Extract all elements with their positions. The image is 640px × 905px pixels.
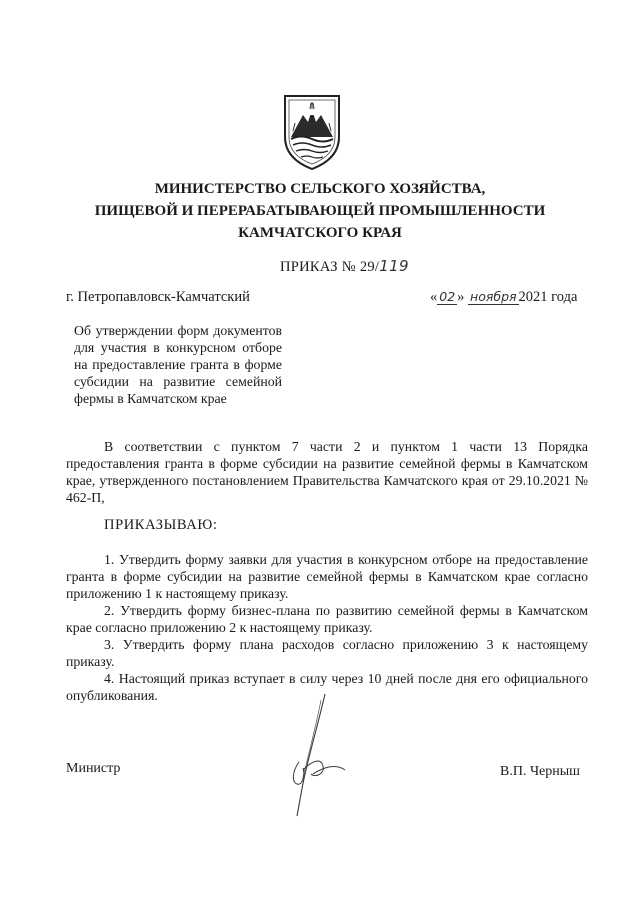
- order-title: [280, 257, 409, 276]
- order-title-label: ПРИКАЗ № 29/: [280, 259, 380, 275]
- signer-name: В.П. Черныш: [500, 764, 580, 779]
- signer-position: Министр: [66, 761, 121, 776]
- order-date: [430, 289, 577, 306]
- order-item-2: 2. Утвердить форму бизнес-плана по развитию семейной фермы в Камчатском крае согласно приложению 2 к настоящему приказу.: [66, 603, 588, 635]
- handwritten-signature-icon: [285, 690, 355, 820]
- ministry-name-line-1: МИНИСТЕРСТВО СЕЛЬСКОГО ХОЗЯЙСТВА,: [154, 181, 486, 197]
- order-keyword: ПРИКАЗЫВАЮ:: [104, 517, 218, 533]
- place-of-issue: г. Петропавловск-Камчатский: [66, 289, 250, 305]
- date-month-handwritten: ноября: [470, 289, 517, 304]
- order-item-3: 3. Утвердить форму плана расходов согласно приложению 3 к настоящему приказу.: [66, 637, 588, 669]
- date-day-handwritten: 02: [439, 289, 456, 304]
- order-item-4: 4. Настоящий приказ вступает в силу через 10 дней после дня его официального опубликования.: [66, 671, 588, 703]
- ministry-name-line-2: ПИЩЕВОЙ И ПЕРЕРАБАТЫВАЮЩЕЙ ПРОМЫШЛЕННОСТИ: [94, 203, 546, 219]
- order-item-1: 1. Утвердить форму заявки для участия в конкурсном отборе на предоставление гранта в форме субсидии на развитие семейной фермы в Камчатском крае согласно приложению 1 к настоящему приказу.: [66, 552, 588, 601]
- date-year: 2021 года: [518, 289, 578, 305]
- ministry-name-line-3: КАМЧАТСКОГО КРАЯ: [238, 225, 402, 241]
- date-open-quote: «: [430, 289, 438, 305]
- legal-basis-paragraph: В соответствии с пунктом 7 части 2 и пунктом 1 части 13 Порядка предоставления гранта в форме субсидии на развитие семейной фермы в Камчатском крае, утвержденного постановлением Правительства Камчатского края от 29.10.2021 № 462-П,: [66, 439, 588, 505]
- date-close-quote: »: [457, 289, 465, 305]
- order-number-handwritten: 119: [379, 257, 409, 275]
- kamchatka-coat-of-arms-icon: [281, 93, 343, 171]
- order-subject: Об утверждении форм документов для участия в конкурсном отборе на предоставление гранта в форме субсидии на развитие семейной фермы в Камчатском крае: [74, 323, 282, 406]
